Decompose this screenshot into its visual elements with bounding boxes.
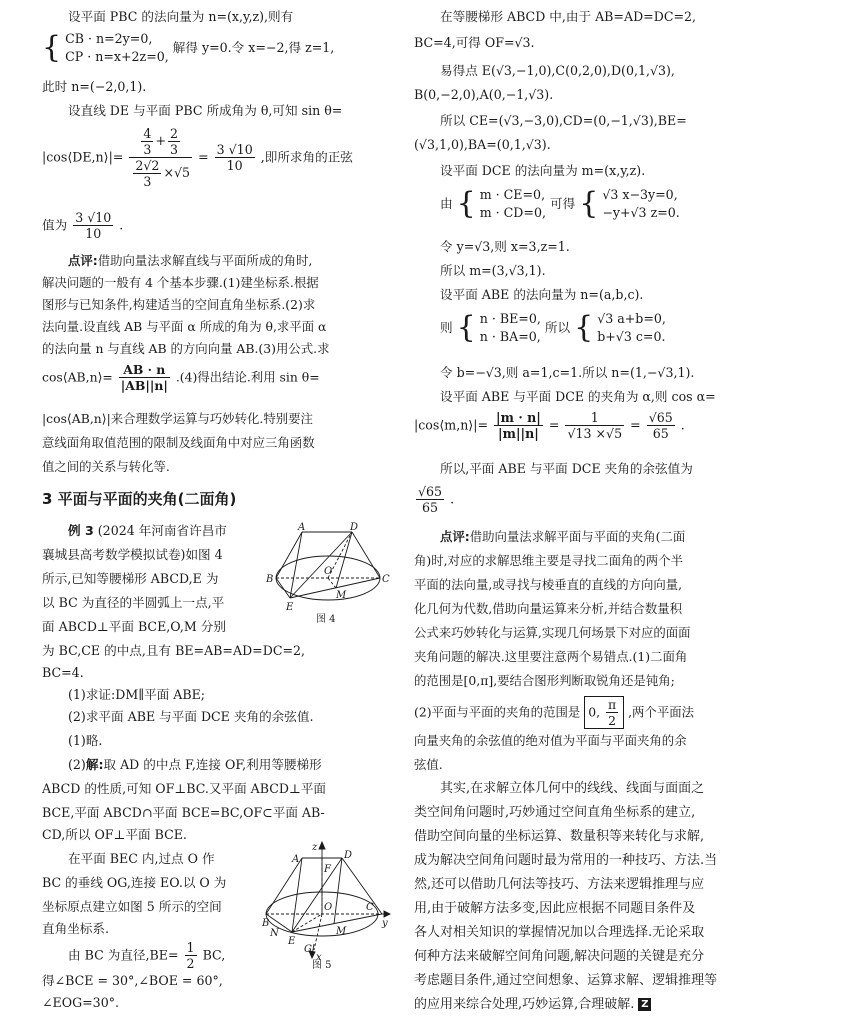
conclusion-line: 考虑题目条件,通过空间想象、运算求解、逻辑推理等 <box>414 973 718 988</box>
conclusion-line: 何种方法来破解空间角问题,解决问题的关键是充分 <box>414 949 705 964</box>
text-line: 令 b=−√3,则 a=1,c=1.所以 n=(1,−√3,1). <box>440 365 695 380</box>
conclusion-line: 借助空间向量的坐标运算、数量积等来转化与求解, <box>414 829 705 844</box>
equation-system <box>414 310 796 354</box>
left-brace: { <box>574 310 594 345</box>
comment-equation <box>42 362 384 398</box>
solution-label: 解: <box>85 757 104 772</box>
answer-line: 坐标原点建立如图 5 所示的空间 <box>42 899 222 914</box>
left-brace: { <box>456 186 476 221</box>
sub-fraction <box>141 126 153 157</box>
system-row: n · BE=0, <box>479 311 541 326</box>
text-line: 所以,平面 ABE 与平面 DCE 夹角的余弦值为 <box>440 461 693 476</box>
fraction <box>565 410 624 441</box>
num: √65 <box>648 410 673 425</box>
fraction <box>185 940 197 971</box>
comment-line: 的法向量 n 与直线 AB 的方向向量 AB.(3)用公式.求 <box>42 341 330 356</box>
text: 所以 <box>544 320 571 335</box>
num: 3 √10 <box>216 142 253 157</box>
text: 值为 <box>42 217 68 233</box>
example-line: 以 BC 为直径的半圆弧上一点,平 <box>42 595 225 610</box>
den: |AB||n| <box>120 378 168 393</box>
equation-system <box>42 30 384 70</box>
figure-5 <box>262 840 394 970</box>
comment-line: 值之间的关系与转化等. <box>42 459 170 474</box>
system-body <box>480 310 541 346</box>
left-brace: { <box>579 186 599 221</box>
point-label: F <box>324 864 331 875</box>
den: 3 <box>170 142 179 157</box>
text-line: 设平面 ABE 与平面 DCE 的夹角为 α,则 cos α= <box>440 389 716 404</box>
point-label: A <box>298 522 306 533</box>
num: 3 √10 <box>75 210 112 225</box>
equation-line <box>42 210 384 246</box>
result-fraction <box>215 142 255 173</box>
text: 借助向量法求解平面与平面的夹角(二面 <box>469 529 686 544</box>
point-label: M <box>336 926 347 937</box>
system-row: √3 x−3y=0, <box>602 187 678 202</box>
den: 2 <box>186 956 195 971</box>
conclusion-line: 类空间角问题时,巧妙通过空间直角坐标系的建立, <box>414 805 696 820</box>
equation-tail: ,即所求角的正弦 <box>260 149 353 165</box>
system-body <box>65 30 169 66</box>
comment-line: 向量夹角的余弦值的绝对值为平面与平面夹角的余 <box>414 733 687 748</box>
example-label: 例 3 <box>68 523 94 538</box>
example-line: 面 ABCD⊥平面 BCE,O,M 分别 <box>42 619 226 634</box>
conclusion-line <box>414 996 796 1014</box>
answer-line: CD,所以 OF⊥平面 BCE. <box>42 827 187 842</box>
system-body <box>597 310 666 346</box>
den: 3 <box>143 174 152 189</box>
text-line: 设直线 DE 与平面 PBC 所成角为 θ,可知 sin θ= <box>68 103 343 118</box>
system-row: CB · n=2y=0, <box>65 31 153 46</box>
equals: = <box>630 417 641 433</box>
text-line: 设平面 DCE 的法向量为 m=(x,y,z). <box>440 163 646 178</box>
answer-line: 在平面 BEC 内,过点 O 作 <box>68 851 215 866</box>
num: π <box>607 697 617 712</box>
example-line: 所示,已知等腰梯形 ABCD,E 为 <box>42 571 219 586</box>
big-fraction <box>129 126 192 189</box>
system-row: b+√3 c=0. <box>597 329 666 344</box>
num: 2√2 <box>135 158 160 173</box>
comment-line: 化几何为代数,借助向量运算来分析,并结合数量积 <box>414 601 683 616</box>
den: 2 <box>608 713 616 728</box>
comment-line: 法向量.设直线 AB 与平面 α 所成的角为 θ,求平面 α <box>42 319 327 334</box>
fraction <box>119 362 170 393</box>
point-label: B <box>262 918 270 929</box>
answer-line: BC 的垂线 OG,连接 EO.以 O 为 <box>42 875 227 890</box>
point-label: D <box>344 850 353 861</box>
fraction <box>416 484 444 515</box>
text: 0, <box>588 704 601 720</box>
result-fraction <box>73 210 113 241</box>
equation-line <box>414 410 796 450</box>
answer-line: ABCD 的性质,可知 OF⊥BC.又平面 ABCD⊥平面 <box>42 781 327 796</box>
den: 65 <box>652 426 669 441</box>
comment-line: 弦值. <box>414 757 443 772</box>
equation-prefix: |cos⟨DE,n⟩|= <box>42 149 124 165</box>
answer-line: (1)略. <box>68 733 103 748</box>
num: |m · n| <box>496 410 541 425</box>
left-brace: { <box>456 310 476 345</box>
point-label: M <box>336 590 347 601</box>
point-label: B <box>266 574 274 585</box>
system-body <box>480 186 546 222</box>
text: 借助向量法求解直线与平面所成的角时, <box>97 253 313 268</box>
num: AB · n <box>119 362 170 378</box>
comment-line: 的范围是[0,π],要结合图形判断取锐角还是钝角; <box>414 673 675 688</box>
text-line: 此时 n=(−2,0,1). <box>42 79 147 94</box>
end-mark-icon: Z <box>638 998 651 1011</box>
num: 1 <box>186 940 195 955</box>
fraction-numerator <box>129 126 192 158</box>
text: cos⟨AB,n⟩= <box>42 369 113 385</box>
answer-line: BCE,平面 ABCD∩平面 BCE=BC,OF⊂平面 AB- <box>42 805 325 820</box>
text: (2024 年河南省许昌市 <box>97 523 227 538</box>
answer-line: 得∠BCE = 30°,∠BOE = 60°, <box>42 973 223 988</box>
comment-line: 意线面角取值范围的限制及线面角中对应三角函数 <box>42 435 315 450</box>
question-line: (1)求证:DM∥平面 ABE; <box>68 687 206 702</box>
conclusion-line: 其实,在求解立体几何中的线线、线面与面面之 <box>440 781 705 796</box>
comment-line: 平面的法向量,或寻找与棱垂直的直线的方向向量, <box>414 577 683 592</box>
point-label: O <box>324 566 333 577</box>
den: |m||n| <box>498 426 539 441</box>
text: . <box>680 417 685 433</box>
left-brace: { <box>42 30 62 65</box>
den: 3 <box>143 142 152 157</box>
conclusion-line: 用,由于破解方法多变,因此应根据不同题目条件及 <box>414 901 696 916</box>
answer-line: 直角坐标系. <box>42 921 109 936</box>
system-row: n · BA=0, <box>479 329 541 344</box>
num: 1 <box>565 410 624 426</box>
figure-4 <box>266 522 394 624</box>
text: . <box>119 217 124 233</box>
num: 2 <box>170 126 179 141</box>
text: (2) <box>68 757 86 772</box>
question-line: (2)求平面 ABE 与平面 DCE 夹角的余弦值. <box>68 709 314 724</box>
equation-line <box>42 126 384 206</box>
sub-fraction <box>133 158 161 189</box>
text-line: 所以 CE=(√3,−3,0),CD=(0,−1,√3),BE= <box>440 113 687 128</box>
text: (2)平面与平面的夹角的范围是 <box>414 704 581 720</box>
section-heading: 3 平面与平面的夹角(二面角) <box>42 490 237 508</box>
conclusion-line: 各人对相关知识的掌握情况加以合理选择.无论采取 <box>414 925 705 940</box>
equals: = <box>548 417 560 433</box>
text: 由 BC 为直径,BE= <box>68 947 179 963</box>
comment-line: 角)时,对应的求解思维主要是寻找二面角的两个半 <box>414 553 683 568</box>
comment-line: 公式来巧妙转化与运算,实现几何场景下对应的面面 <box>414 625 691 640</box>
system-row: −y+√3 z=0. <box>602 205 680 220</box>
axis-label: y <box>382 918 388 929</box>
comment-line <box>414 528 796 546</box>
comment-equation <box>414 696 796 728</box>
point-label: A <box>292 854 300 865</box>
text-line: 在等腰梯形 ABCD 中,由于 AB=AD=DC=2, <box>440 9 697 24</box>
text-line: (√3,1,0),BA=(0,1,√3). <box>414 137 551 152</box>
text: BC, <box>202 947 226 963</box>
system-row: m · CD=0, <box>479 205 546 220</box>
den: 65 <box>422 500 439 515</box>
sub-fraction <box>168 126 180 157</box>
text: 由 <box>440 196 453 211</box>
figure-caption: 图 5 <box>312 960 332 970</box>
point-label: O <box>324 902 333 913</box>
point-label: C <box>382 574 390 585</box>
num: 4 <box>143 126 152 141</box>
equation-line <box>414 484 796 522</box>
text: 取 AD 的中点 F,连接 OF,利用等腰梯形 <box>103 757 322 772</box>
conclusion-line: 然,还可以借助几何法等技巧、方法来逻辑推理与应 <box>414 877 705 892</box>
point-label: E <box>286 602 294 613</box>
axis-label: x <box>316 952 322 963</box>
den: 10 <box>85 226 102 241</box>
text-line: 所以 m=(3,√3,1). <box>440 263 546 278</box>
text: 的应用来综合处理,巧妙运算,合理破解. <box>414 997 635 1012</box>
point-label: C <box>366 902 374 913</box>
comment-label: 点评: <box>68 253 98 268</box>
interval-bracket <box>584 696 624 729</box>
answer-line <box>42 756 384 774</box>
answer-line: ∠EOG=30°. <box>42 995 120 1010</box>
equation-system <box>414 186 796 230</box>
point-label: G <box>304 944 312 955</box>
text: . <box>450 491 455 507</box>
fraction-denominator <box>129 158 192 189</box>
comment-line <box>42 252 384 270</box>
text-line: BC=4,可得 OF=√3. <box>414 35 535 50</box>
times: ×√5 <box>163 165 191 180</box>
fraction <box>606 697 618 728</box>
system-row: CP · n=x+2z=0, <box>65 49 169 64</box>
comment-line: 图形与已知条件,构建适当的空间直角坐标系.(2)求 <box>42 297 316 312</box>
example-line: 为 BC,CE 的中点,且有 BE=AB=AD=DC=2, <box>42 643 306 658</box>
conclusion-line: 成为解决空间角问题时最为常用的一种技巧、方法.当 <box>414 853 718 868</box>
text-line: B(0,−2,0),A(0,−1,√3). <box>414 87 554 102</box>
text-line: 令 y=√3,则 x=3,z=1. <box>440 239 570 254</box>
text-line: 设平面 PBC 的法向量为 n=(x,y,z),则有 <box>68 9 294 24</box>
text: 可得 <box>550 196 576 211</box>
example-line: 襄城县高考数学模拟试卷)如图 4 <box>42 547 223 562</box>
axis-label: z <box>312 842 318 853</box>
fraction <box>494 410 543 441</box>
comment-line: 解决问题的一般有 4 个基本步骤.(1)建坐标系.根据 <box>42 275 319 290</box>
text: .(4)得出结论.利用 sin θ= <box>175 369 320 385</box>
point-label: N <box>270 928 279 939</box>
comment-label: 点评: <box>440 529 470 544</box>
point-label: E <box>288 936 296 947</box>
comment-line: |cos⟨AB,n⟩|来合理数学运算与巧妙转化.特别要注 <box>42 411 313 426</box>
system-tail: 解得 y=0.令 x=−2,得 z=1, <box>172 40 335 55</box>
den: √13 ×√5 <box>567 426 623 441</box>
equals: = <box>198 149 209 165</box>
plus: + <box>155 133 166 148</box>
point-label: D <box>350 522 359 533</box>
figure-caption: 图 4 <box>316 614 336 624</box>
comment-line: 夹角问题的解决.这里要注意两个易错点.(1)二面角 <box>414 649 688 664</box>
example-line: BC=4. <box>42 665 84 680</box>
text-line: 易得点 E(√3,−1,0),C(0,2,0),D(0,1,√3), <box>440 63 675 78</box>
system-row: √3 a+b=0, <box>597 311 666 326</box>
text: ,两个平面法 <box>628 704 694 720</box>
system-body <box>602 186 679 222</box>
den: 10 <box>226 158 243 173</box>
fraction <box>647 410 675 441</box>
num: √65 <box>418 484 443 499</box>
system-row: m · CE=0, <box>479 187 546 202</box>
text-line: 设平面 ABE 的法向量为 n=(a,b,c). <box>440 287 644 302</box>
text: |cos⟨m,n⟩|= <box>414 417 489 433</box>
text: 则 <box>440 320 453 335</box>
